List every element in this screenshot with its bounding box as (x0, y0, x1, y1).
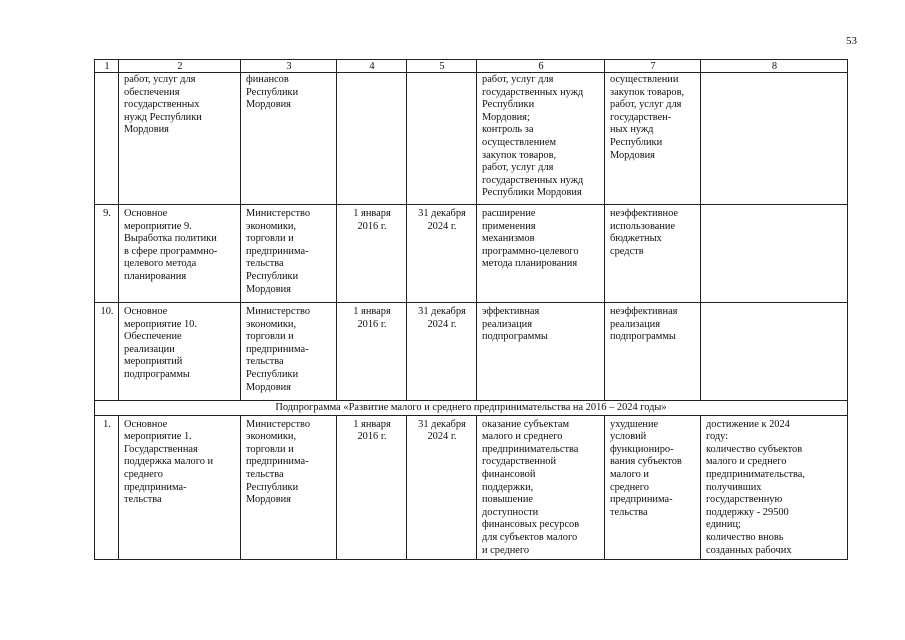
column-number-row (95, 60, 848, 73)
executor-cell: Министерство экономики, торговли и предпринима- тельства Республики Мордовия (241, 303, 337, 401)
consequences-cell: неэффективная реализация подпрограммы (605, 303, 701, 401)
row-number-cell: 1. (95, 415, 119, 559)
column-number: 1 (95, 60, 119, 73)
column-number: 2 (119, 60, 241, 73)
end-date-cell: 31 декабря 2024 г. (407, 205, 477, 303)
expected-result-cell: оказание субъектам малого и среднего предпринимательства государственной финансовой поддержки, повышение доступности финансовых ресурсов для субъектов малого и среднего (477, 415, 605, 559)
start-date-cell: 1 января 2016 г. (337, 415, 407, 559)
measure-cell: работ, услуг для обеспечения государственных нужд Республики Мордовия (119, 73, 241, 205)
column-number: 6 (477, 60, 605, 73)
measure-cell: Основное мероприятие 10. Обеспечение реализации мероприятий подпрограммы (119, 303, 241, 401)
start-date-cell: 1 января 2016 г. (337, 205, 407, 303)
end-date-cell: 31 декабря 2024 г. (407, 415, 477, 559)
end-date-cell: 31 декабря 2024 г. (407, 303, 477, 401)
indicators-cell (701, 205, 848, 303)
subprogram-header-row (95, 401, 848, 416)
executor-cell: Министерство экономики, торговли и предпринима- тельства Республики Мордовия (241, 415, 337, 559)
row-number-cell: 9. (95, 205, 119, 303)
measure-cell: Основное мероприятие 9. Выработка политики в сфере программно- целевого метода планирования (119, 205, 241, 303)
start-date-cell: 1 января 2016 г. (337, 303, 407, 401)
expected-result-cell: расширение применения механизмов программно-целевого метода планирования (477, 205, 605, 303)
indicators-cell (701, 303, 848, 401)
table-row (95, 73, 848, 205)
indicators-cell (701, 73, 848, 205)
consequences-cell: ухудшение условий функциониро- вания субъектов малого и среднего предпринима- тельства (605, 415, 701, 559)
column-number: 7 (605, 60, 701, 73)
row-number-cell (95, 73, 119, 205)
consequences-cell: неэффективное использование бюджетных средств (605, 205, 701, 303)
expected-result-cell: работ, услуг для государственных нужд Республики Мордовия; контроль за осуществлением закупок товаров, работ, услуг для государственных нужд Республики Мордовия (477, 73, 605, 205)
consequences-cell: осуществлении закупок товаров, работ, услуг для государствен- ных нужд Республики Мордовия (605, 73, 701, 205)
executor-cell: Министерство экономики, торговли и предпринима- тельства Республики Мордовия (241, 205, 337, 303)
measure-cell: Основное мероприятие 1. Государственная поддержка малого и среднего предпринима- тельства (119, 415, 241, 559)
table-row (95, 205, 848, 303)
table-row (95, 415, 848, 559)
table-row (95, 303, 848, 401)
subprogram-title: Подпрограмма «Развитие малого и среднего предпринимательства на 2016 – 2024 годы» (95, 401, 848, 416)
column-number: 4 (337, 60, 407, 73)
expected-result-cell: эффективная реализация подпрограммы (477, 303, 605, 401)
measures-table (94, 59, 848, 560)
end-date-cell (407, 73, 477, 205)
column-number: 5 (407, 60, 477, 73)
column-number: 8 (701, 60, 848, 73)
executor-cell: финансов Республики Мордовия (241, 73, 337, 205)
page-number: 53 (846, 35, 857, 47)
row-number-cell: 10. (95, 303, 119, 401)
start-date-cell (337, 73, 407, 205)
column-number: 3 (241, 60, 337, 73)
indicators-cell: достижение к 2024 году: количество субъектов малого и среднего предпринимательства, получивших государственную поддержку - 29500 единиц; количество вновь созданных рабочих (701, 415, 848, 559)
